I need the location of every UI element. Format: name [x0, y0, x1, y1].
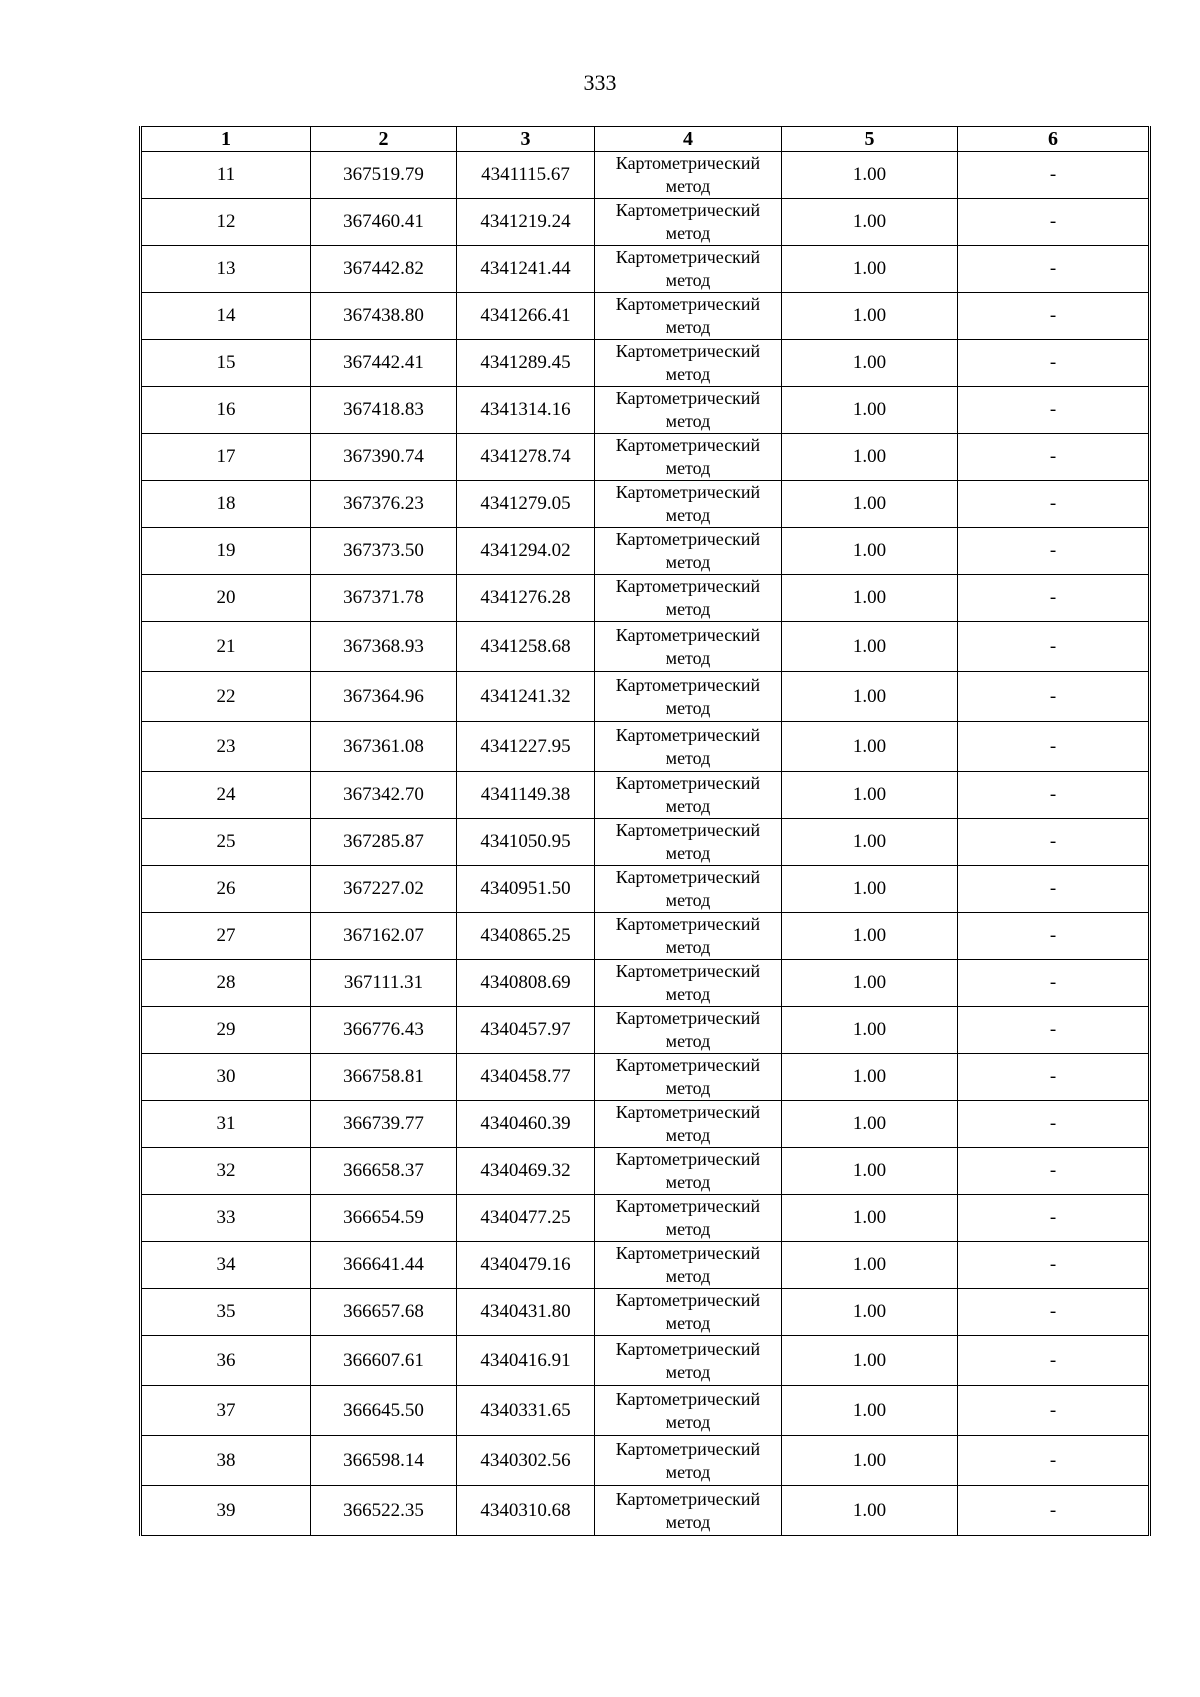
method-cell — [595, 772, 782, 819]
method-line-1: Картометрический — [615, 773, 761, 793]
table-row — [141, 672, 1150, 722]
y-coordinate-cell: 4340865.25 — [457, 913, 595, 960]
accuracy-cell: 1.00 — [782, 960, 958, 1007]
method-line-2: метод — [665, 843, 711, 863]
y-coordinate-cell: 4341241.32 — [457, 672, 595, 722]
accuracy-cell: 1.00 — [782, 913, 958, 960]
y-coordinate-cell: 4341276.28 — [457, 575, 595, 622]
note-cell: - — [958, 1195, 1150, 1242]
table-row — [141, 1054, 1150, 1101]
point-number-cell: 18 — [141, 481, 311, 528]
y-coordinate-cell: 4341279.05 — [457, 481, 595, 528]
point-number-cell: 20 — [141, 575, 311, 622]
y-coordinate-cell: 4340457.97 — [457, 1007, 595, 1054]
point-number-cell: 30 — [141, 1054, 311, 1101]
note-cell: - — [958, 1386, 1150, 1436]
method-line-2: метод — [665, 317, 711, 337]
note-cell: - — [958, 434, 1150, 481]
x-coordinate-cell: 367285.87 — [311, 819, 457, 866]
method-cell — [595, 387, 782, 434]
method-line-2: метод — [665, 552, 711, 572]
table-header-row — [141, 127, 1150, 152]
x-coordinate-cell: 366658.37 — [311, 1148, 457, 1195]
method-cell — [595, 293, 782, 340]
note-cell: - — [958, 1101, 1150, 1148]
method-line-1: Картометрический — [615, 674, 761, 695]
y-coordinate-cell: 4340477.25 — [457, 1195, 595, 1242]
method-line-2: метод — [665, 796, 711, 816]
method-line-2: метод — [665, 1361, 711, 1382]
method-cell — [595, 722, 782, 772]
point-number-cell: 31 — [141, 1101, 311, 1148]
point-number-cell: 39 — [141, 1486, 311, 1536]
method-line-2: метод — [665, 984, 711, 1004]
point-number-cell: 35 — [141, 1289, 311, 1336]
method-cell — [595, 1436, 782, 1486]
method-line-1: Картометрический — [615, 247, 761, 267]
accuracy-cell: 1.00 — [782, 1436, 958, 1486]
x-coordinate-cell: 366776.43 — [311, 1007, 457, 1054]
point-number-cell: 36 — [141, 1336, 311, 1386]
accuracy-cell: 1.00 — [782, 481, 958, 528]
x-coordinate-cell: 367342.70 — [311, 772, 457, 819]
method-line-1: Картометрический — [615, 482, 761, 502]
method-line-1: Картометрический — [615, 914, 761, 934]
point-number-cell: 21 — [141, 622, 311, 672]
table-row — [141, 340, 1150, 387]
method-cell — [595, 1242, 782, 1289]
accuracy-cell: 1.00 — [782, 722, 958, 772]
note-cell: - — [958, 722, 1150, 772]
accuracy-cell: 1.00 — [782, 1336, 958, 1386]
method-line-2: метод — [665, 505, 711, 525]
y-coordinate-cell: 4341314.16 — [457, 387, 595, 434]
method-line-2: метод — [665, 176, 711, 196]
point-number-cell: 37 — [141, 1386, 311, 1436]
column-header: 3 — [457, 127, 595, 152]
point-number-cell: 23 — [141, 722, 311, 772]
method-line-1: Картометрический — [615, 961, 761, 981]
note-cell: - — [958, 481, 1150, 528]
method-cell — [595, 866, 782, 913]
column-header: 1 — [141, 127, 311, 152]
method-cell — [595, 152, 782, 199]
note-cell: - — [958, 387, 1150, 434]
method-line-2: метод — [665, 223, 711, 243]
y-coordinate-cell: 4340458.77 — [457, 1054, 595, 1101]
method-line-1: Картометрический — [615, 153, 761, 173]
note-cell: - — [958, 1436, 1150, 1486]
x-coordinate-cell: 366641.44 — [311, 1242, 457, 1289]
accuracy-cell: 1.00 — [782, 1195, 958, 1242]
method-line-2: метод — [665, 270, 711, 290]
x-coordinate-cell: 367442.82 — [311, 246, 457, 293]
method-line-1: Картометрический — [615, 435, 761, 455]
table-row — [141, 199, 1150, 246]
method-line-2: метод — [665, 1461, 711, 1482]
table-row — [141, 1436, 1150, 1486]
accuracy-cell: 1.00 — [782, 1054, 958, 1101]
table-row — [141, 1386, 1150, 1436]
table-row — [141, 481, 1150, 528]
accuracy-cell: 1.00 — [782, 672, 958, 722]
column-header: 6 — [958, 127, 1150, 152]
accuracy-cell: 1.00 — [782, 199, 958, 246]
method-line-1: Картометрический — [615, 1055, 761, 1075]
method-line-2: метод — [665, 697, 711, 718]
table-row — [141, 622, 1150, 672]
x-coordinate-cell: 367418.83 — [311, 387, 457, 434]
table-row — [141, 387, 1150, 434]
method-cell — [595, 913, 782, 960]
y-coordinate-cell: 4340479.16 — [457, 1242, 595, 1289]
note-cell: - — [958, 1289, 1150, 1336]
method-line-2: метод — [665, 647, 711, 668]
method-cell — [595, 1054, 782, 1101]
point-number-cell: 16 — [141, 387, 311, 434]
method-cell — [595, 1195, 782, 1242]
note-cell: - — [958, 575, 1150, 622]
method-cell — [595, 1101, 782, 1148]
accuracy-cell: 1.00 — [782, 387, 958, 434]
table-row — [141, 1486, 1150, 1536]
accuracy-cell: 1.00 — [782, 528, 958, 575]
y-coordinate-cell: 4340469.32 — [457, 1148, 595, 1195]
table-row — [141, 960, 1150, 1007]
method-line-1: Картометрический — [615, 624, 761, 645]
accuracy-cell: 1.00 — [782, 1101, 958, 1148]
x-coordinate-cell: 367368.93 — [311, 622, 457, 672]
method-cell — [595, 1148, 782, 1195]
accuracy-cell: 1.00 — [782, 866, 958, 913]
accuracy-cell: 1.00 — [782, 1148, 958, 1195]
note-cell: - — [958, 199, 1150, 246]
table-row — [141, 819, 1150, 866]
y-coordinate-cell: 4341278.74 — [457, 434, 595, 481]
note-cell: - — [958, 913, 1150, 960]
x-coordinate-cell: 367460.41 — [311, 199, 457, 246]
table-row — [141, 1195, 1150, 1242]
column-header: 4 — [595, 127, 782, 152]
accuracy-cell: 1.00 — [782, 819, 958, 866]
x-coordinate-cell: 367371.78 — [311, 575, 457, 622]
note-cell: - — [958, 293, 1150, 340]
method-line-1: Картометрический — [615, 388, 761, 408]
point-number-cell: 13 — [141, 246, 311, 293]
table-row — [141, 866, 1150, 913]
method-line-2: метод — [665, 1411, 711, 1432]
x-coordinate-cell: 367442.41 — [311, 340, 457, 387]
x-coordinate-cell: 366607.61 — [311, 1336, 457, 1386]
point-number-cell: 28 — [141, 960, 311, 1007]
y-coordinate-cell: 4340808.69 — [457, 960, 595, 1007]
note-cell: - — [958, 1007, 1150, 1054]
x-coordinate-cell: 367390.74 — [311, 434, 457, 481]
table-row — [141, 772, 1150, 819]
x-coordinate-cell: 367438.80 — [311, 293, 457, 340]
method-cell — [595, 622, 782, 672]
note-cell: - — [958, 772, 1150, 819]
method-cell — [595, 819, 782, 866]
column-header: 2 — [311, 127, 457, 152]
table-row — [141, 1289, 1150, 1336]
x-coordinate-cell: 367373.50 — [311, 528, 457, 575]
accuracy-cell: 1.00 — [782, 246, 958, 293]
y-coordinate-cell: 4340331.65 — [457, 1386, 595, 1436]
method-line-2: метод — [665, 1266, 711, 1286]
y-coordinate-cell: 4341266.41 — [457, 293, 595, 340]
method-cell — [595, 1336, 782, 1386]
note-cell: - — [958, 1148, 1150, 1195]
point-number-cell: 22 — [141, 672, 311, 722]
point-number-cell: 26 — [141, 866, 311, 913]
note-cell: - — [958, 960, 1150, 1007]
table-row — [141, 293, 1150, 340]
method-cell — [595, 1289, 782, 1336]
method-line-2: метод — [665, 1313, 711, 1333]
y-coordinate-cell: 4340951.50 — [457, 866, 595, 913]
y-coordinate-cell: 4341258.68 — [457, 622, 595, 672]
accuracy-cell: 1.00 — [782, 293, 958, 340]
method-line-1: Картометрический — [615, 1196, 761, 1216]
y-coordinate-cell: 4341149.38 — [457, 772, 595, 819]
point-number-cell: 11 — [141, 152, 311, 199]
point-number-cell: 12 — [141, 199, 311, 246]
y-coordinate-cell: 4341227.95 — [457, 722, 595, 772]
method-line-1: Картометрический — [615, 341, 761, 361]
method-line-1: Картометрический — [615, 1243, 761, 1263]
note-cell: - — [958, 528, 1150, 575]
page-number: 333 — [583, 70, 617, 95]
note-cell: - — [958, 819, 1150, 866]
point-number-cell: 17 — [141, 434, 311, 481]
point-number-cell: 33 — [141, 1195, 311, 1242]
method-cell — [595, 340, 782, 387]
accuracy-cell: 1.00 — [782, 1289, 958, 1336]
x-coordinate-cell: 366657.68 — [311, 1289, 457, 1336]
note-cell: - — [958, 246, 1150, 293]
method-line-1: Картометрический — [615, 820, 761, 840]
x-coordinate-cell: 366758.81 — [311, 1054, 457, 1101]
y-coordinate-cell: 4340460.39 — [457, 1101, 595, 1148]
method-cell — [595, 960, 782, 1007]
table-row — [141, 1101, 1150, 1148]
method-line-2: метод — [665, 1078, 711, 1098]
accuracy-cell: 1.00 — [782, 434, 958, 481]
method-line-1: Картометрический — [615, 529, 761, 549]
table-row — [141, 1336, 1150, 1386]
note-cell: - — [958, 1486, 1150, 1536]
y-coordinate-cell: 4340416.91 — [457, 1336, 595, 1386]
y-coordinate-cell: 4340310.68 — [457, 1486, 595, 1536]
note-cell: - — [958, 1336, 1150, 1386]
method-line-1: Картометрический — [615, 724, 761, 745]
point-number-cell: 14 — [141, 293, 311, 340]
method-line-2: метод — [665, 937, 711, 957]
method-cell — [595, 246, 782, 293]
accuracy-cell: 1.00 — [782, 1242, 958, 1289]
x-coordinate-cell: 367376.23 — [311, 481, 457, 528]
y-coordinate-cell: 4340302.56 — [457, 1436, 595, 1486]
point-number-cell: 32 — [141, 1148, 311, 1195]
accuracy-cell: 1.00 — [782, 152, 958, 199]
table-row — [141, 722, 1150, 772]
point-number-cell: 27 — [141, 913, 311, 960]
y-coordinate-cell: 4341219.24 — [457, 199, 595, 246]
x-coordinate-cell: 366645.50 — [311, 1386, 457, 1436]
x-coordinate-cell: 367519.79 — [311, 152, 457, 199]
x-coordinate-cell: 367361.08 — [311, 722, 457, 772]
method-line-2: метод — [665, 1031, 711, 1051]
method-line-2: метод — [665, 1125, 711, 1145]
method-line-1: Картометрический — [615, 576, 761, 596]
note-cell: - — [958, 1054, 1150, 1101]
method-line-1: Картометрический — [615, 1438, 761, 1459]
table-row — [141, 246, 1150, 293]
method-cell — [595, 481, 782, 528]
method-line-2: метод — [665, 747, 711, 768]
method-cell — [595, 672, 782, 722]
table-row — [141, 1242, 1150, 1289]
column-header: 5 — [782, 127, 958, 152]
method-line-1: Картометрический — [615, 1338, 761, 1359]
y-coordinate-cell: 4341241.44 — [457, 246, 595, 293]
note-cell: - — [958, 672, 1150, 722]
method-line-1: Картометрический — [615, 1488, 761, 1509]
accuracy-cell: 1.00 — [782, 772, 958, 819]
table-row — [141, 913, 1150, 960]
method-line-2: метод — [665, 411, 711, 431]
note-cell: - — [958, 622, 1150, 672]
method-line-2: метод — [665, 364, 711, 384]
method-line-2: метод — [665, 1172, 711, 1192]
point-number-cell: 25 — [141, 819, 311, 866]
method-cell — [595, 1386, 782, 1436]
method-cell — [595, 434, 782, 481]
accuracy-cell: 1.00 — [782, 575, 958, 622]
x-coordinate-cell: 367111.31 — [311, 960, 457, 1007]
method-line-1: Картометрический — [615, 200, 761, 220]
method-line-1: Картометрический — [615, 1290, 761, 1310]
x-coordinate-cell: 366739.77 — [311, 1101, 457, 1148]
method-cell — [595, 1486, 782, 1536]
method-line-1: Картометрический — [615, 1388, 761, 1409]
note-cell: - — [958, 152, 1150, 199]
method-line-1: Картометрический — [615, 1102, 761, 1122]
table-row — [141, 528, 1150, 575]
accuracy-cell: 1.00 — [782, 1007, 958, 1054]
y-coordinate-cell: 4341115.67 — [457, 152, 595, 199]
point-number-cell: 24 — [141, 772, 311, 819]
method-line-2: метод — [665, 599, 711, 619]
method-line-1: Картометрический — [615, 867, 761, 887]
table-row — [141, 1148, 1150, 1195]
table-row — [141, 1007, 1150, 1054]
point-number-cell: 34 — [141, 1242, 311, 1289]
method-line-1: Картометрический — [615, 294, 761, 314]
y-coordinate-cell: 4341289.45 — [457, 340, 595, 387]
method-cell — [595, 528, 782, 575]
point-number-cell: 29 — [141, 1007, 311, 1054]
table-row — [141, 434, 1150, 481]
method-cell — [595, 199, 782, 246]
y-coordinate-cell: 4341050.95 — [457, 819, 595, 866]
point-number-cell: 15 — [141, 340, 311, 387]
method-line-2: метод — [665, 1511, 711, 1532]
note-cell: - — [958, 340, 1150, 387]
table-row — [141, 575, 1150, 622]
accuracy-cell: 1.00 — [782, 1486, 958, 1536]
coordinates-table — [139, 126, 1151, 1536]
accuracy-cell: 1.00 — [782, 1386, 958, 1436]
y-coordinate-cell: 4340431.80 — [457, 1289, 595, 1336]
method-line-2: метод — [665, 890, 711, 910]
y-coordinate-cell: 4341294.02 — [457, 528, 595, 575]
method-line-1: Картометрический — [615, 1149, 761, 1169]
point-number-cell: 38 — [141, 1436, 311, 1486]
method-line-2: метод — [665, 458, 711, 478]
x-coordinate-cell: 366598.14 — [311, 1436, 457, 1486]
x-coordinate-cell: 366654.59 — [311, 1195, 457, 1242]
point-number-cell: 19 — [141, 528, 311, 575]
x-coordinate-cell: 367227.02 — [311, 866, 457, 913]
accuracy-cell: 1.00 — [782, 622, 958, 672]
method-cell — [595, 575, 782, 622]
method-cell — [595, 1007, 782, 1054]
x-coordinate-cell: 367364.96 — [311, 672, 457, 722]
table-row — [141, 152, 1150, 199]
method-line-2: метод — [665, 1219, 711, 1239]
table-body — [141, 152, 1150, 1536]
method-line-1: Картометрический — [615, 1008, 761, 1028]
accuracy-cell: 1.00 — [782, 340, 958, 387]
note-cell: - — [958, 866, 1150, 913]
note-cell: - — [958, 1242, 1150, 1289]
x-coordinate-cell: 367162.07 — [311, 913, 457, 960]
x-coordinate-cell: 366522.35 — [311, 1486, 457, 1536]
